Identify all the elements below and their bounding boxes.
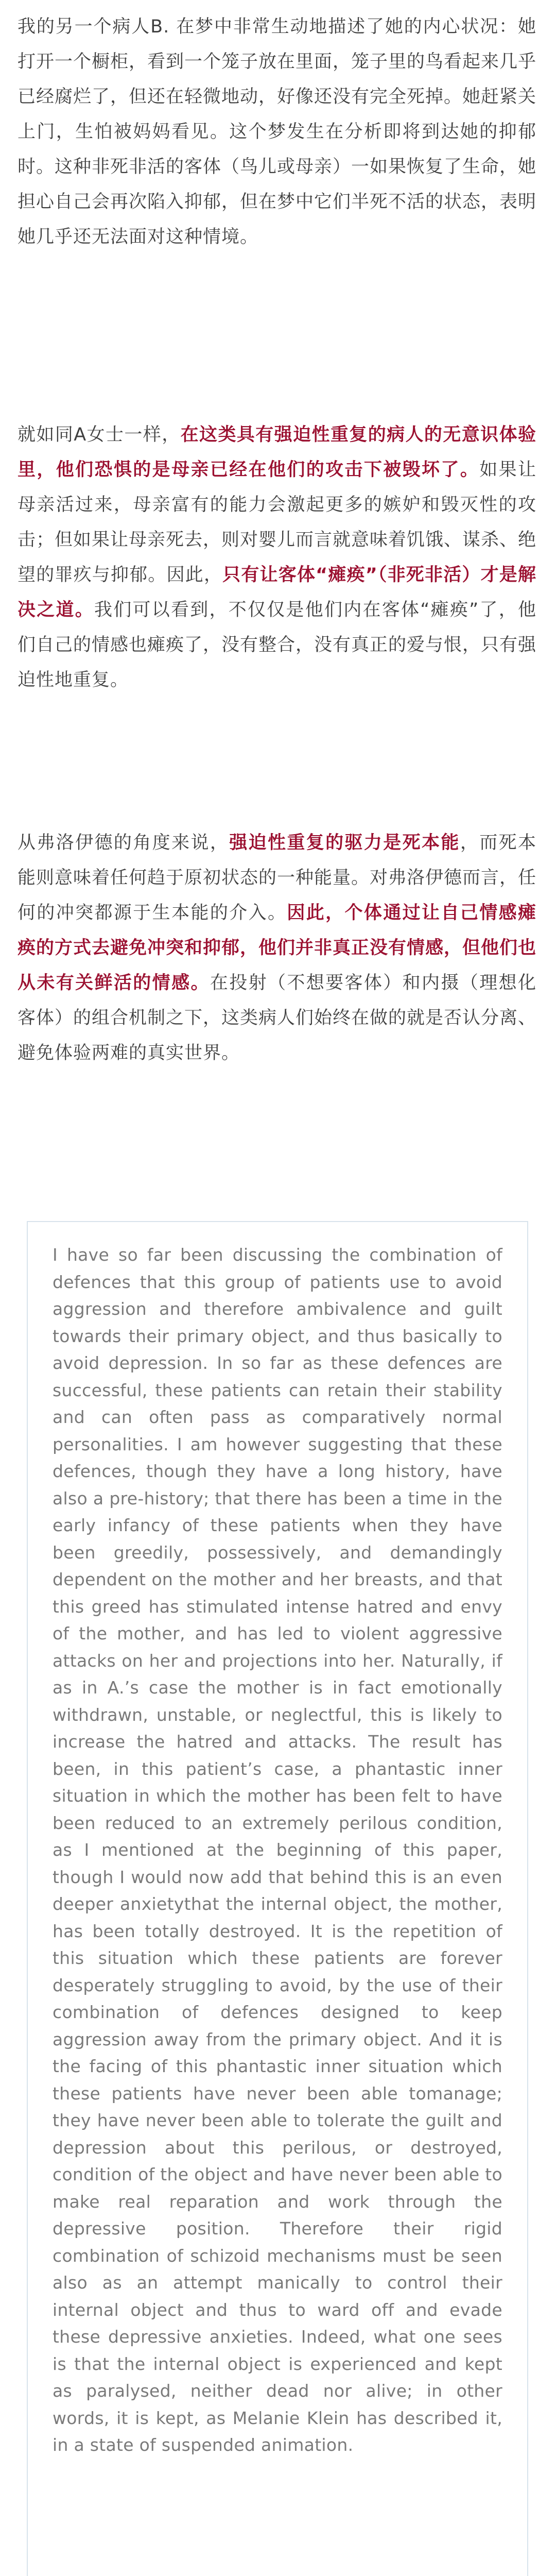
paragraph-text: ，而死本能则意味着任何趋于原初状态的一种能量。对弗洛伊德而言，任何的冲突都源于生本能的介入。	[18, 833, 537, 923]
paragraph-death-instinct	[18, 825, 536, 1071]
paragraph-text: 在投射（不想要客体）和内摄（理想化客体）的组合机制之下，这类病人们始终在做的就是否认分离、避免体验两难的真实世界。	[18, 973, 537, 1063]
paragraph-text: 从弗洛伊德的角度来说，	[18, 833, 230, 853]
paragraph-text: 我们可以看到，不仅仅是他们内在客体“瘫痪”了，他们自己的情感也瘫痪了，没有整合，没有真正的爱与恨，只有强迫性地重复。	[18, 600, 537, 690]
paragraph-text: 如果让母亲活过来，母亲富有的能力会激起更多的嫉妒和毁灭性的攻击；但如果让母亲死去，则对婴儿而言就意味着饥饿、谋杀、绝望的罪疚与抑郁。因此，	[18, 460, 537, 585]
paragraph-text: 我的另一个病人B. 在梦中非常生动地描述了她的内心状况：她打开一个橱柜，看到一个笼子放在里面，笼子里的鸟看起来几乎已经腐烂了，但还在轻微地动，好像还没有完全死掉。她赶紧关上门，生怕被妈妈看见。这个梦发生在分析即将到达她的抑郁时。这种非死非活的客体（鸟儿或母亲）一如果恢复了生命，她担心自己会再次陷入抑郁，但在梦中它们半死不活的状态，表明她几乎还无法面对这种情境。	[18, 16, 537, 247]
paragraph-text: 就如同A女士一样，	[18, 425, 181, 445]
emphasis-text: 在这类具有强迫性重复的病人的无意识体验里，他们恐惧的是母亲已经在他们的攻击下被毁坏了。	[18, 425, 536, 480]
english-quote-text: I have so far been discussing the combination of defences that this group of patients use to avoid aggression and therefore ambivalence and guilt towards their primary object, and thus basically to avoid depression. In so far as these defences are successful, these patients can retain their stability and can often pass as comparatively normal personalities. I am however suggesting that these defences, though they have a long history, have also a pre-history; that there has been a time in the early infancy of these patients when they have been greedily, possessively, and demandingly dependent on the mother and her breasts, and that this greed has stimulated intense hatred and envy of the mother, and has led to violent aggressive attacks on her and projections into her. Naturally, if as in A.’s case the mother is in fact emotionally withdrawn, unstable, or neglectful, this is likely to increase the hatred and attacks. The result has been, in this patient’s case, a phantastic inner situation in which the mother has been felt to have been reduced to an extremely perilous condition, as I mentioned at the beginning of this paper, though I would now add that behind this is an even deeper anxietythat the internal object, the mother, has been totally destroyed. It is the repetition of this situation which these patients are forever desperately struggling to avoid, by the use of their combination of defences designed to keep aggression away from the primary object. And it is the facing of this phantastic inner situation which these patients have never been able tomanage; they have never been able to tolerate the guilt and depression about this perilous, or destroyed, condition of the object and have never been able to make real reparation and work through the depressive position. Therefore their rigid combination of schizoid mechanisms must be seen also as an attempt manically to control their internal object and thus to ward off and evade these depressive anxieties. Indeed, what one sees is that the internal object is experienced and kept as paralysed, neither dead nor alive; in other words, it is kept, as Melanie Klein has described it, in a state of suspended animation.	[53, 1245, 502, 2455]
english-quote-box	[27, 1221, 528, 2576]
paragraph-paralysed-object	[18, 417, 536, 698]
emphasis-text: 强迫性重复的驱力是死本能	[229, 833, 460, 853]
emphasis-text: 只有让客体“瘫痪”（非死非活）才是解决之道。	[18, 565, 536, 620]
emphasis-text: 因此，个体通过让自己情感瘫痪的方式去避免冲突和抑郁，他们并非真正没有情感，但他们也从未有关鲜活的情感。	[18, 903, 537, 993]
paragraph-dream-b	[18, 9, 536, 255]
